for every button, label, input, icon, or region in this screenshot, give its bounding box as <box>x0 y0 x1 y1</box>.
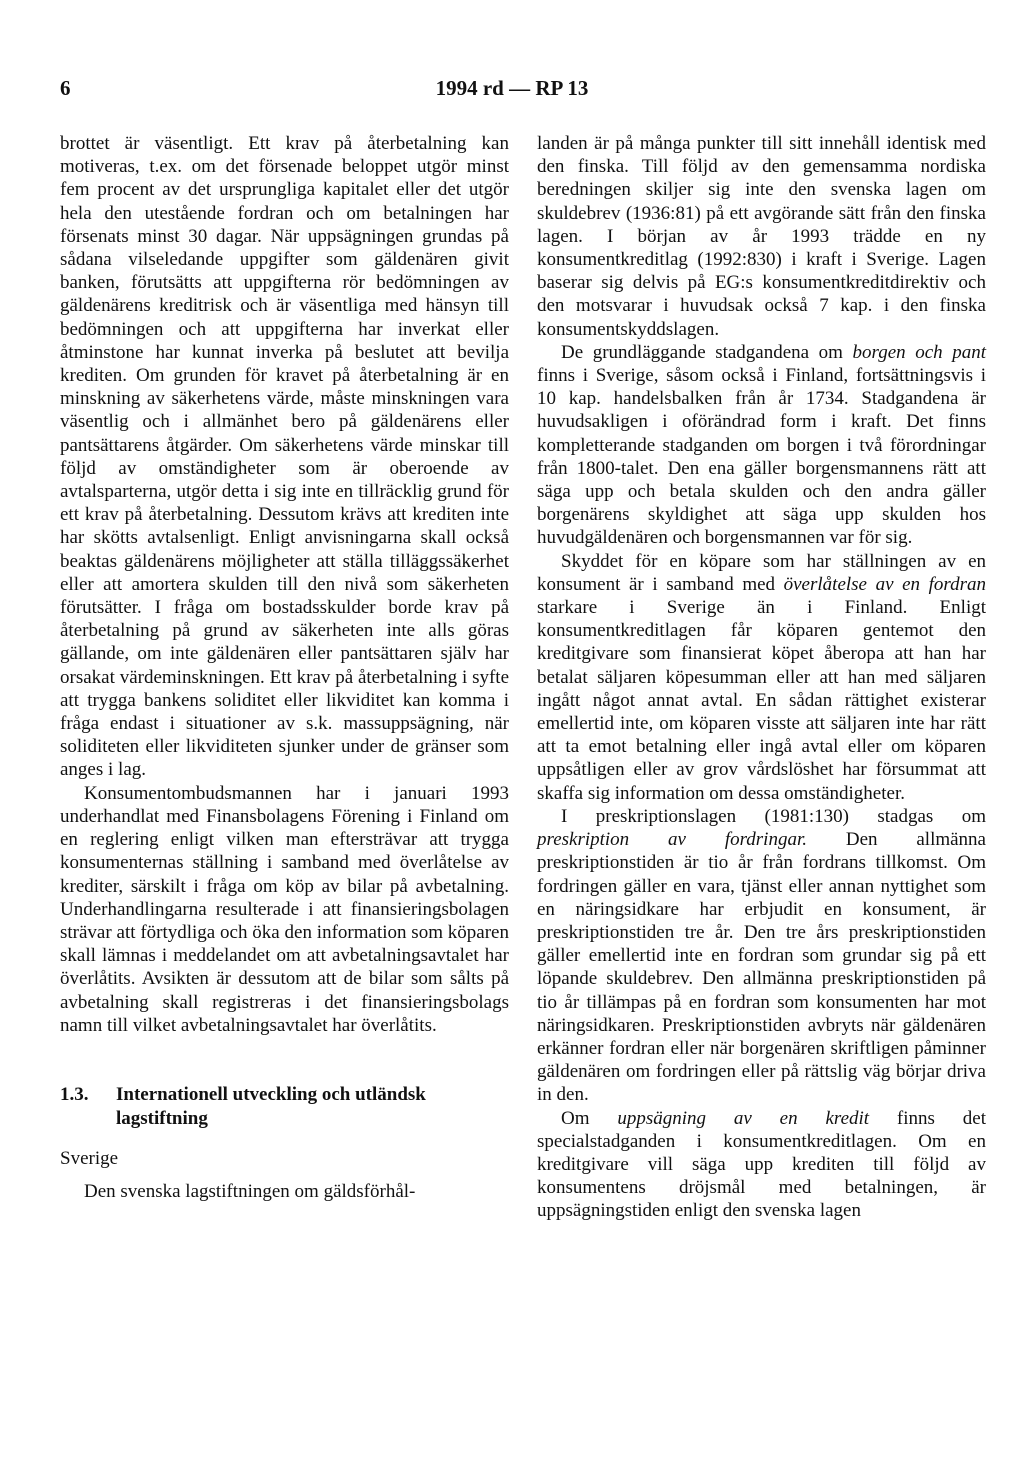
right-p4-emphasis: preskription av fordringar. <box>537 829 807 851</box>
section-1-3 <box>60 1083 509 1203</box>
right-p2-emphasis: borgen och pant <box>852 341 986 363</box>
right-column <box>537 132 986 1223</box>
section-title: Internationell utveckling och utländsk lagstiftning <box>116 1083 426 1129</box>
right-paragraph-2 <box>537 341 986 550</box>
right-p4-text-a: I preskriptionslagen (1981:130) stadgas om <box>561 805 986 827</box>
right-paragraph-3 <box>537 550 986 805</box>
right-p5-text-a: Om <box>561 1107 618 1129</box>
right-paragraph-4 <box>537 805 986 1107</box>
page-number: 6 <box>60 76 71 100</box>
left-column <box>60 132 509 1203</box>
right-p2-text-a: De grundläggande stadgandena om <box>561 341 853 363</box>
right-paragraph-5 <box>537 1107 986 1223</box>
right-p3-text-b: starkare i Sverige än i Finland. Enligt konsumentkreditlagen får köparen gentemot den kreditgivare som finansierat köpet åberopa att han har betalat säljaren köpesumman eller att han med säljaren ingått något annat avtal. En sådan rättighet existerar emellertid inte, om köparen visste att säljaren inte har rätt att ta emot betalning eller ingå avtal eller om köparen uppsåtligen eller av grov vårdslöshet har försummat att skaffa sig information om dessa omständigheter. <box>537 597 986 804</box>
right-p4-text-b: Den allmänna preskriptionstiden är tio år från fordrans tillkomst. Om fordringen gäller en vara, tjänst eller annan nyttighet som en näringsidkare har erbjudit en konsument, är preskriptionstiden tre år. Den tre års preskriptionstiden gäller emellertid inte en fordran som grundar sig på ett löpande skuldebrev. Den allmänna preskriptionstiden på tio år tillämpas på en fordran som konsumenten har mot näringsidkaren. Preskriptionstiden avbryts när gäldenären erkänner fordran eller när borgenären skriftligen påminner gäldenären om fordringen eller på rättslig väg börjar driva in den. <box>537 829 986 1106</box>
section-heading <box>60 1083 509 1131</box>
left-paragraph-1: brottet är väsentligt. Ett krav på återbetalning kan motiveras, t.ex. om det försenade beloppet utgör minst fem procent av det ursprungliga kapitalet eller det utgör hela den utestående fordran och om betalningen har försenats minst 30 dagar. När uppsägningen grundas på sådana vilseledande uppgifter som gäldenären givit banken, förutsätts att uppgifterna rör bedömningen av gäldenärens kreditrisk och är väsentliga med hänsyn till bedömningen och att uppgifterna har inverkat eller åtminstone har kunnat inverka på beslutet att bevilja krediten. Om grunden för kravet på återbetalning är en minskning av säkerhetens värde, måste minskningen vara väsentlig och i allmänhet bero på gäldenärens eller pantsättarens åtgärder. Om säkerhetens värde minskar till följd av omständigheter som är oberoende av avtalsparterna, utgör detta i sig inte en tillräcklig grund för ett krav på återbetalning. Dessutom krävs att krediten inte har skötts avtalsenligt. Enligt anvisningarna skall också beaktas gäldenärens möjligheter att ställa tilläggssäkerhet eller att amortera skulden till den nivå som säkerheten förutsätter. I fråga om bostadsskulder borde krav på återbetalning på grund av säkerheten inte alls göras gällande, om inte gäldenären eller pantsättaren själv har orsakat värdeminskningen. Ett krav på återbetalning i syfte att trygga bankens soliditet eller likviditet kan komma i fråga endast i situationer av s.k. massuppsägning, när soliditeten eller likviditeten sjunker under de gränser som anges i lag. <box>60 133 509 781</box>
right-p2-text-b: finns i Sverige, såsom också i Finland, fortsättningsvis i 10 kap. handelsbalken från år 1734. Stadgandena är huvudsakligen i oförändrad form i kraft. Det finns kompletterande stadganden om borgen i två förordningar från 1800-talet. Den ena gäller borgensmannens rätt att säga upp och betala skulden och den andra gäller borgenärens skyldighet att säga upp skulden hos huvudgäldenären och borgensmannen var för sig. <box>537 365 986 549</box>
right-p5-text-b: finns det specialstadganden i konsumentkreditlagen. Om en kreditgivare vill säga upp krediten till följd av konsumentens dröjsmål med betalningen, är uppsägningstiden enligt den svenska lagen <box>537 1107 986 1222</box>
left-paragraph-2: Konsumentombudsmannen har i januari 1993 underhandlat med Finansbolagens Förening i Finland om en reglering enligt vilken man eftersträvar att trygga konsumenternas ställning i samband med överlåtelse av krediter, särskilt i fråga om köp av bilar på avbetalning. Underhandlingarna resulterade i att finansieringsbolagen strävar att förtydliga och öka den information som köparen skall lämnas i meddelandet om att avbetalningsavtalet har överlåtits. Avsikten är dessutom att de bilar som sålts på avbetalning skall registreras i det finansieringsbolags namn till vilket avbetalningsavtalet har överlåtits. <box>60 782 509 1036</box>
section-number: 1.3. <box>60 1083 89 1105</box>
right-p5-emphasis: uppsägning av en kredit <box>617 1107 870 1129</box>
subheading-sverige: Sverige <box>60 1147 119 1169</box>
left-paragraph-3: Den svenska lagstiftningen om gäldsförhål- <box>84 1181 416 1203</box>
right-p3-emphasis: överlåtelse av en fordran <box>783 573 986 595</box>
running-header-title: 1994 rd — RP 13 <box>435 76 589 100</box>
right-p3-text-a: Skyddet för en köpare som har ställningen av en konsument är i samband med <box>537 550 986 595</box>
right-paragraph-1: landen är på många punkter till sitt innehåll identisk med den finska. Till följd av den gemensamma nordiska beredningen skiljer sig inte den svenska lagen om skuldebrev (1936:81) på ett avgörande sätt från den finska lagen. I början av år 1993 trädde en ny konsumentkreditlag (1992:830) i kraft i Sverige. Lagen baserar sig delvis på EG:s konsumentkreditdirektiv och den motsvarar i huvudsak också 7 kap. i den finska konsumentskyddslagen. <box>537 133 986 340</box>
